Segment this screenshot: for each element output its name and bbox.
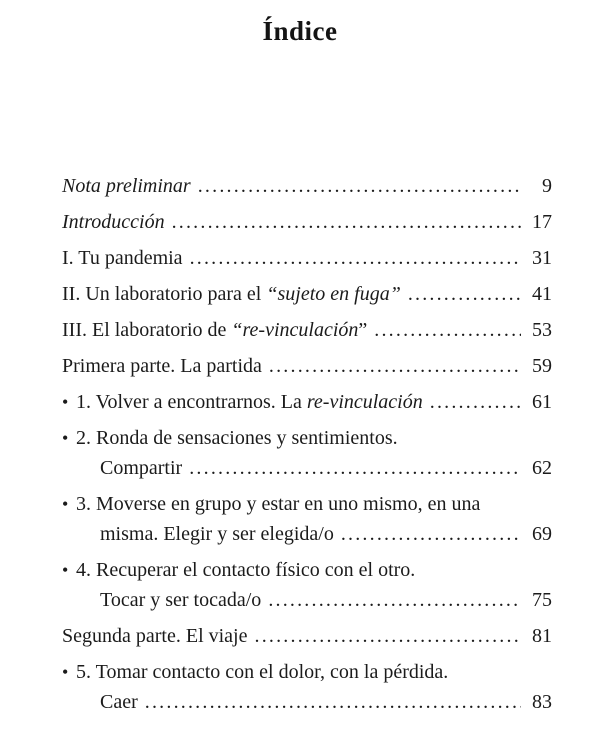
toc-leader-dots	[255, 621, 522, 651]
toc-list	[62, 171, 552, 723]
toc-text-italic-segment: “re-vinculación	[231, 319, 359, 341]
toc-page-number: 59	[532, 355, 552, 377]
toc-leader-dots	[408, 279, 521, 309]
bullet-icon: •	[62, 494, 69, 514]
toc-entry-text	[62, 621, 248, 651]
toc-entry	[62, 207, 552, 237]
toc-leader-dots	[145, 687, 521, 717]
toc-page-number: 69	[532, 523, 552, 545]
toc-text-segment: 3. Moverse en grupo y estar en uno mismo, en una	[76, 493, 481, 515]
toc-entry-text	[100, 519, 334, 549]
bullet-icon: •	[62, 662, 69, 682]
toc-text-segment: 1. Volver a encontrarnos. La	[76, 391, 307, 413]
toc-text-segment: Tocar y ser tocada/o	[100, 589, 262, 611]
toc-leader-dots	[172, 207, 521, 237]
toc-page-number: 53	[532, 319, 552, 341]
toc-entry	[62, 279, 552, 309]
toc-entry	[62, 315, 552, 345]
toc-text-segment: Primera parte. La partida	[62, 355, 262, 377]
toc-text-italic-segment: Nota preliminar	[62, 175, 191, 197]
toc-text-italic-segment: re-vinculación	[306, 391, 423, 413]
toc-text-segment: 2. Ronda de sensaciones y sentimientos.	[76, 427, 398, 449]
toc-text-segment: Compartir	[100, 457, 183, 479]
toc-page-number: 17	[532, 211, 552, 233]
toc-entry-line	[62, 489, 552, 519]
toc-page-number: 83	[532, 691, 552, 713]
toc-entry	[62, 423, 552, 483]
toc-text-segment: ”	[358, 319, 368, 341]
toc-entry-line	[62, 351, 552, 381]
toc-text-segment: Segunda parte. El viaje	[62, 625, 248, 647]
toc-leader-dots	[268, 585, 521, 615]
toc-page-number: 62	[532, 457, 552, 479]
toc-page-number: 31	[532, 247, 552, 269]
toc-entry	[62, 243, 552, 273]
toc-entry-line	[62, 279, 552, 309]
toc-leader-dots	[190, 243, 521, 273]
bullet-icon: •	[62, 428, 69, 448]
toc-entry	[62, 657, 552, 717]
toc-entry	[62, 489, 552, 549]
toc-text-segment: 4. Recuperar el contacto físico con el otro.	[76, 559, 416, 581]
toc-entry-text	[62, 171, 191, 201]
bullet-icon: •	[62, 392, 69, 412]
toc-text-italic-segment: Introducción	[62, 211, 165, 233]
toc-page-number: 81	[532, 625, 552, 647]
toc-entry-text	[62, 493, 481, 515]
toc-entry-text	[100, 687, 138, 717]
toc-leader-dots	[341, 519, 521, 549]
toc-entry	[62, 351, 552, 381]
toc-entry-text	[62, 559, 416, 581]
toc-page-number: 41	[532, 283, 552, 305]
toc-leader-dots	[430, 387, 521, 417]
toc-entry-text	[62, 427, 398, 449]
toc-entry-text	[62, 661, 449, 683]
toc-entry-line	[62, 387, 552, 417]
toc-entry-text	[100, 585, 261, 615]
toc-entry	[62, 387, 552, 417]
toc-entry-text	[62, 243, 183, 273]
toc-entry-line	[62, 243, 552, 273]
toc-entry	[62, 621, 552, 651]
toc-text-segment: 5. Tomar contacto con el dolor, con la pérdida.	[76, 661, 449, 683]
toc-entry-line	[62, 207, 552, 237]
toc-entry-line	[62, 315, 552, 345]
toc-page-number: 9	[542, 175, 552, 197]
toc-entry-line	[62, 555, 552, 585]
toc-leader-dots	[269, 351, 521, 381]
toc-entry-text	[62, 315, 367, 345]
toc-text-segment: Caer	[100, 691, 138, 713]
toc-text-segment: II. Un laboratorio para el	[62, 283, 267, 305]
toc-leader-dots	[374, 315, 521, 345]
toc-text-segment: III. El laboratorio de	[62, 319, 232, 341]
toc-entry-continuation-line	[76, 687, 552, 717]
toc-entry-text	[62, 279, 401, 309]
toc-entry-text	[62, 351, 262, 381]
toc-text-segment: misma. Elegir y ser elegida/o	[100, 523, 334, 545]
toc-entry-line	[62, 171, 552, 201]
toc-entry-continuation-line	[76, 453, 552, 483]
page-title: Índice	[262, 16, 338, 46]
toc-entry-line	[62, 621, 552, 651]
toc-page-number: 61	[532, 391, 552, 413]
toc-entry-continuation-line	[76, 585, 552, 615]
toc-page-number: 75	[532, 589, 552, 611]
toc-entry-text	[100, 453, 182, 483]
toc-text-segment: I. Tu pandemia	[62, 247, 183, 269]
toc-entry-text	[62, 207, 165, 237]
bullet-icon: •	[62, 560, 69, 580]
toc-entry-continuation-line	[76, 519, 552, 549]
toc-entry-line	[62, 657, 552, 687]
toc-leader-dots	[198, 171, 521, 201]
toc-entry	[62, 171, 552, 201]
toc-entry-line	[62, 423, 552, 453]
toc-text-italic-segment: “sujeto en fuga”	[266, 283, 401, 305]
toc-entry-text	[62, 387, 423, 417]
toc-entry	[62, 555, 552, 615]
toc-leader-dots	[189, 453, 521, 483]
